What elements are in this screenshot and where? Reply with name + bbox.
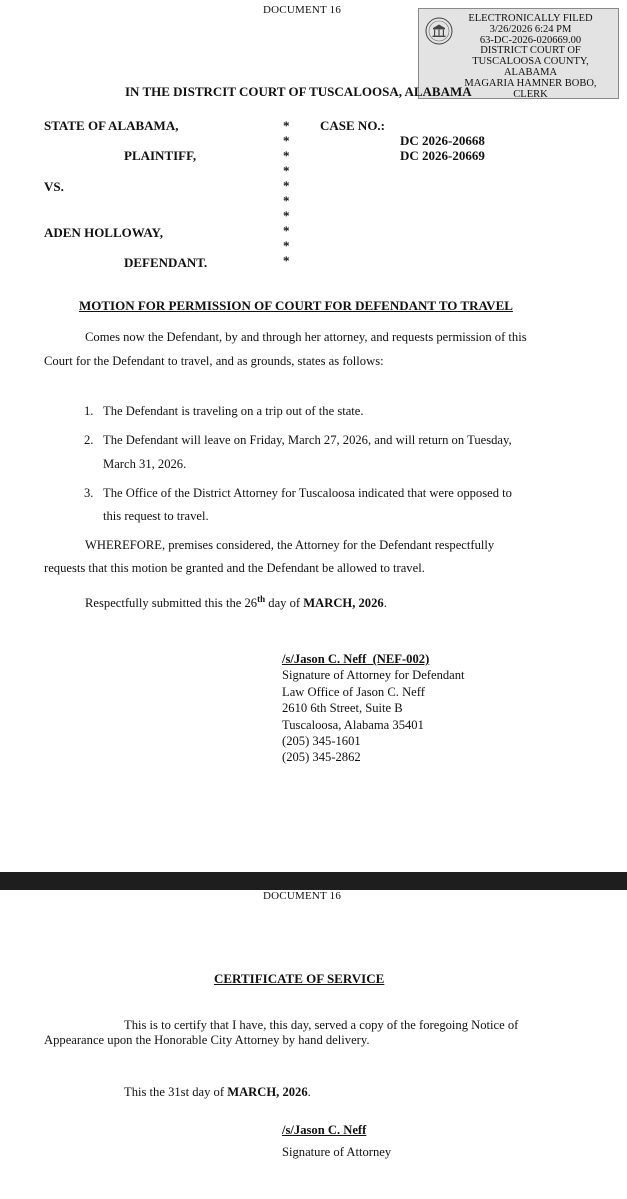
- signature-detail: 2610 6th Street, Suite B: [282, 701, 403, 716]
- caption-state: STATE OF ALABAMA,: [44, 118, 179, 133]
- caption-plaintiff: PLAINTIFF,: [124, 148, 197, 163]
- signature-detail: Signature of Attorney for Defendant: [282, 668, 465, 683]
- caption-vs: VS.: [44, 179, 64, 194]
- caption-star: *: [283, 163, 290, 178]
- certificate-signature-line: /s/Jason C. Neff: [282, 1123, 367, 1137]
- stamp-line-2: 3/26/2026 6:24 PM: [489, 23, 572, 35]
- signature-detail: (205) 345-1601: [282, 734, 361, 749]
- document-label: DOCUMENT 16: [263, 4, 342, 16]
- intro-line-1: Comes now the Defendant, by and through her attorney, and requests permission of this: [85, 330, 527, 344]
- submitted-suffix: .: [383, 596, 387, 611]
- stamp-line-4: DISTRICT COURT OF: [480, 45, 581, 57]
- caption-star: *: [283, 253, 290, 268]
- caption-star: *: [283, 238, 290, 253]
- wherefore-line-1: WHEREFORE, premises considered, the Attorney for the Defendant respectfully: [85, 538, 495, 552]
- case-number: DC 2026-20668: [400, 133, 485, 148]
- caption-star: *: [283, 178, 290, 193]
- submitted-ordinal: th: [257, 594, 266, 604]
- certificate-title: CERTIFICATE OF SERVICE: [214, 971, 385, 986]
- document-label: DOCUMENT 16: [263, 890, 342, 902]
- case-number-label: CASE NO.:: [320, 118, 386, 133]
- signature-line: /s/Jason C. Neff (NEF-002): [282, 652, 430, 666]
- signature-detail: Law Office of Jason C. Neff: [282, 684, 425, 699]
- certificate-signature-label: Signature of Attorney: [282, 1145, 392, 1159]
- item-number: 2.: [84, 433, 94, 447]
- certificate-body-line-2: Appearance upon the Honorable City Attorney by hand delivery.: [44, 1033, 370, 1047]
- caption-star: *: [283, 208, 290, 223]
- court-heading: IN THE DISTRCIT COURT OF TUSCALOOSA, ALABAMA: [125, 84, 472, 99]
- item-text: March 31, 2026.: [103, 457, 187, 471]
- submitted-middle: day of: [265, 596, 304, 611]
- stamp-line-3: 63-DC-2026-020669.00: [479, 34, 582, 46]
- submitted-date: MARCH, 2026: [303, 596, 384, 611]
- intro-line-2: Court for the Defendant to travel, and as grounds, states as follows:: [44, 354, 384, 368]
- page-break-divider: [0, 872, 627, 890]
- wherefore-line-2: requests that this motion be granted and the Defendant be allowed to travel.: [44, 561, 425, 575]
- caption-star: *: [283, 133, 290, 148]
- item-text: this request to travel.: [103, 509, 209, 523]
- signature-detail: (205) 345-2862: [282, 750, 361, 765]
- caption-star: *: [283, 193, 290, 208]
- certificate-date: MARCH, 2026: [227, 1085, 308, 1099]
- motion-title: MOTION FOR PERMISSION OF COURT FOR DEFENDANT TO TRAVEL: [79, 298, 513, 313]
- certificate-date-line: [124, 1085, 311, 1100]
- certificate-date-prefix: This the 31st day of: [124, 1085, 228, 1099]
- submitted-line: [85, 594, 387, 611]
- caption-star: *: [283, 223, 290, 238]
- certificate-date-suffix: .: [307, 1085, 311, 1099]
- caption-star: *: [283, 118, 290, 133]
- caption-star: *: [283, 148, 290, 163]
- submitted-prefix: Respectfully submitted this the 26: [85, 596, 258, 611]
- stamp-line-1: ELECTRONICALLY FILED: [468, 13, 593, 24]
- caption-defendant-name: ADEN HOLLOWAY,: [44, 225, 163, 240]
- certificate-body-line-1: This is to certify that I have, this day, served a copy of the foregoing Notice of: [124, 1018, 519, 1032]
- item-text: The Office of the District Attorney for Tuscaloosa indicated that were opposed to: [103, 486, 512, 500]
- signature-block: [282, 651, 465, 766]
- item-text: The Defendant will leave on Friday, March 27, 2026, and will return on Tuesday,: [103, 433, 512, 447]
- stamp-line-6: MAGARIA HAMNER BOBO, CLERK: [464, 77, 597, 100]
- case-number: DC 2026-20669: [400, 148, 485, 163]
- item-number: 3.: [84, 486, 94, 500]
- item-number: 1.: [84, 404, 94, 418]
- signature-detail: Tuscaloosa, Alabama 35401: [282, 717, 424, 732]
- item-text: The Defendant is traveling on a trip out of the state.: [103, 404, 364, 418]
- caption-defendant-label: DEFENDANT.: [124, 255, 208, 270]
- stamp-line-5: TUSCALOOSA COUNTY, ALABAMA: [472, 56, 589, 78]
